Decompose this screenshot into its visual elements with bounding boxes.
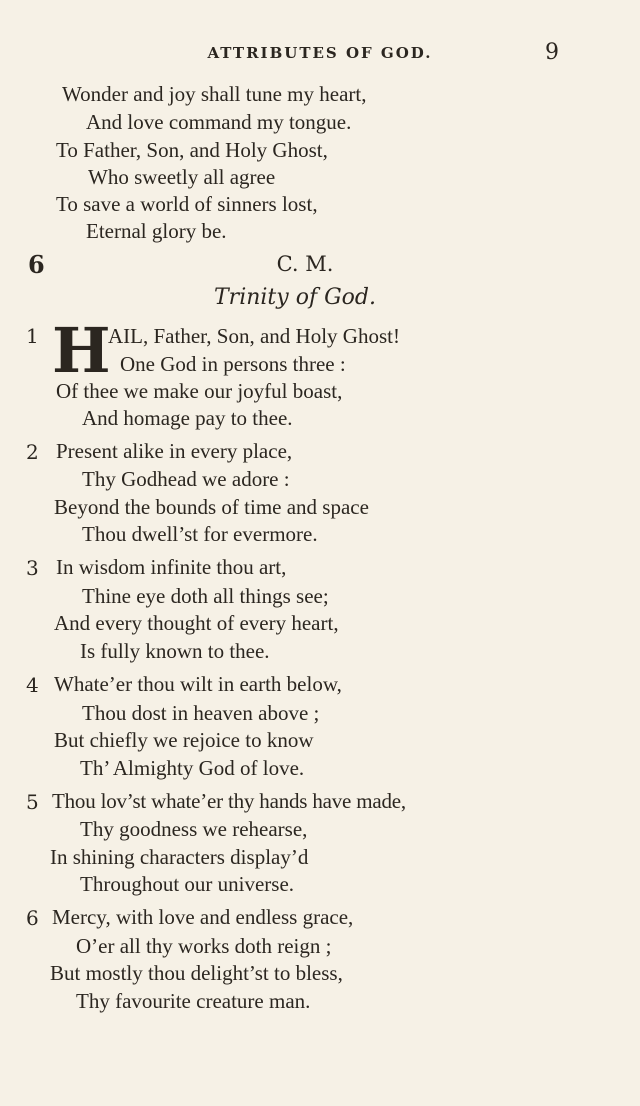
- prev-hymn-line: Eternal glory be.: [86, 219, 227, 243]
- prev-hymn-line: Wonder and joy shall tune my heart,: [62, 82, 367, 106]
- verse-line: In wisdom infinite thou art,: [56, 555, 287, 579]
- verse-line: But chiefly we rejoice to know: [54, 728, 314, 752]
- verse-line: Thou dwell’st for evermore.: [82, 522, 318, 546]
- verse-line: O’er all thy works doth reign ;: [76, 934, 332, 958]
- hymn-meter: C. M.: [276, 252, 334, 276]
- verse-line: Th’ Almighty God of love.: [80, 756, 305, 780]
- verse-line: Thy Godhead we adore :: [82, 467, 290, 491]
- verse-number: 2: [26, 440, 39, 464]
- verse-line: Mercy, with love and endless grace,: [52, 905, 354, 929]
- prev-hymn-line: To save a world of sinners lost,: [56, 192, 318, 216]
- verse-line: Thou lov’st whate’er thy hands have made,: [52, 789, 406, 813]
- hymn-title: Trinity of God.: [214, 285, 376, 310]
- verse-number: 4: [26, 673, 39, 697]
- prev-hymn-line: To Father, Son, and Holy Ghost,: [56, 138, 328, 162]
- verse-line: And homage pay to thee.: [82, 406, 293, 430]
- prev-hymn-line: And love command my tongue.: [86, 110, 352, 134]
- verse-line: AIL, Father, Son, and Holy Ghost!: [108, 324, 400, 348]
- hymn-number: 6: [28, 250, 45, 279]
- verse-line: Thy goodness we rehearse,: [80, 817, 308, 841]
- verse-line: Present alike in every place,: [56, 439, 293, 463]
- verse-line: And every thought of every heart,: [54, 611, 339, 635]
- verse-line: Throughout our universe.: [80, 872, 295, 896]
- verse-line: Thou dost in heaven above ;: [82, 701, 320, 725]
- verse-line: Beyond the bounds of time and space: [54, 495, 369, 519]
- drop-cap: H: [52, 314, 111, 387]
- verse-number: 5: [26, 790, 39, 814]
- verse-line: But mostly thou delight’st to bless,: [50, 961, 343, 985]
- prev-hymn-line: Who sweetly all agree: [88, 165, 276, 189]
- verse-line: Whate’er thou wilt in earth below,: [54, 672, 342, 696]
- page-number: 9: [545, 40, 559, 65]
- verse-line: One God in persons three :: [120, 352, 346, 376]
- verse-line: Of thee we make our joyful boast,: [56, 379, 343, 403]
- verse-number: 3: [26, 556, 39, 580]
- verse-line: In shining characters display’d: [50, 845, 309, 869]
- running-head: ATTRIBUTES OF GOD.: [207, 44, 433, 62]
- verse-line: Thine eye doth all things see;: [82, 584, 329, 608]
- verse-number: 1: [26, 324, 39, 348]
- verse-line: Thy favourite creature man.: [76, 989, 311, 1013]
- verse-number: 6: [26, 906, 39, 930]
- verse-line: Is fully known to thee.: [80, 639, 270, 663]
